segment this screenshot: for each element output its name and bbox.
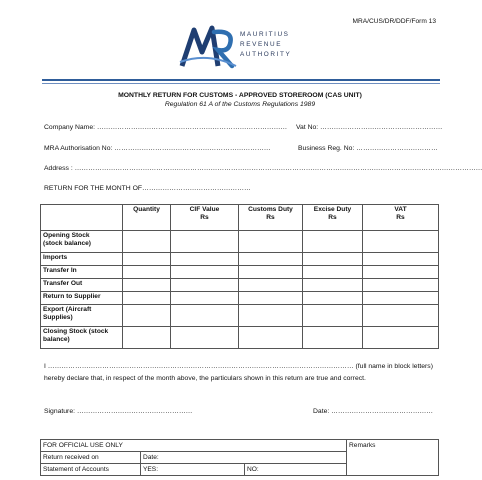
vat-no-field[interactable]: Vat No: ……………………………………………… xyxy=(296,124,443,131)
table-row xyxy=(41,231,439,253)
table-row xyxy=(41,266,439,279)
table-cell[interactable] xyxy=(363,253,439,266)
table-cell[interactable] xyxy=(239,279,303,292)
table-cell[interactable] xyxy=(171,266,239,279)
company-name-field[interactable]: Company Name: ………………………………………………………………………… xyxy=(44,124,288,131)
logo-text xyxy=(240,30,291,60)
table-cell[interactable] xyxy=(123,253,171,266)
statement-yes[interactable]: YES: xyxy=(141,464,245,476)
logo-line-1: MAURITIUS xyxy=(240,31,290,38)
mra-logo xyxy=(178,22,328,74)
table-header-blank xyxy=(41,205,123,231)
table-cell[interactable] xyxy=(239,292,303,305)
table-cell[interactable] xyxy=(123,279,171,292)
table-header-quantity: Quantity xyxy=(123,205,171,231)
table-cell[interactable] xyxy=(123,305,171,327)
table-header-excise-duty: Excise Duty Rs xyxy=(303,205,363,231)
table-header-vat: VAT Rs xyxy=(363,205,439,231)
table-cell[interactable] xyxy=(303,327,363,349)
form-subtitle: Regulation 61 A of the Customs Regulations 1989 xyxy=(164,101,316,108)
table-cell[interactable] xyxy=(171,253,239,266)
table-cell[interactable] xyxy=(239,327,303,349)
header-rule-thin xyxy=(42,83,440,84)
table-cell[interactable] xyxy=(171,305,239,327)
logo-line-2: REVENUE xyxy=(240,41,283,48)
row-label-closing-stock: Closing Stock (stock balance) xyxy=(41,327,123,349)
table-cell[interactable] xyxy=(363,305,439,327)
table-cell[interactable] xyxy=(363,266,439,279)
table-cell[interactable] xyxy=(171,292,239,305)
table-cell[interactable] xyxy=(239,231,303,253)
table-row xyxy=(41,327,439,349)
row-label-return-to-supplier: Return to Supplier xyxy=(41,292,123,305)
table-cell[interactable] xyxy=(303,279,363,292)
table-row xyxy=(41,279,439,292)
table-cell[interactable] xyxy=(239,253,303,266)
table-cell[interactable] xyxy=(363,292,439,305)
table-cell[interactable] xyxy=(363,327,439,349)
table-cell[interactable] xyxy=(123,292,171,305)
table-header-row xyxy=(41,205,439,231)
table-cell[interactable] xyxy=(303,266,363,279)
address-field[interactable]: Address : ……………………………………………………………………………………………………………………………………………………………… xyxy=(44,165,482,172)
official-use-table xyxy=(40,439,439,476)
table-cell[interactable] xyxy=(303,305,363,327)
table-cell[interactable] xyxy=(363,279,439,292)
return-received-date[interactable]: Date: xyxy=(141,452,347,464)
table-cell[interactable] xyxy=(171,327,239,349)
form-reference: MRA/CUS/DR/DDF/Form 13 xyxy=(352,18,436,25)
table-cell[interactable] xyxy=(171,279,239,292)
table-row xyxy=(41,253,439,266)
table-cell[interactable] xyxy=(239,305,303,327)
logo-line-3: AUTHORITY xyxy=(240,51,292,58)
return-received-label: Return received on xyxy=(41,452,141,464)
mra-authorisation-field[interactable]: MRA Authorisation No: …………………………………………………………… xyxy=(44,145,271,152)
table-cell[interactable] xyxy=(303,231,363,253)
table-cell[interactable] xyxy=(303,253,363,266)
stock-table xyxy=(40,204,439,349)
row-label-export: Export (Aircraft Supplies) xyxy=(41,305,123,327)
row-label-opening-stock: Opening Stock (stock balance) xyxy=(41,231,123,253)
official-use-header: FOR OFFICIAL USE ONLY xyxy=(41,440,347,452)
date-field[interactable]: Date: ……………………………………… xyxy=(313,408,434,415)
declaration-name-field[interactable]: I ……………………………………………………………………………………………………………………… (full name in block letters) xyxy=(44,363,433,370)
table-cell[interactable] xyxy=(123,266,171,279)
table-header-cif: CIF Value Rs xyxy=(171,205,239,231)
table-cell[interactable] xyxy=(239,266,303,279)
table-row xyxy=(41,440,439,452)
table-cell[interactable] xyxy=(123,327,171,349)
return-month-field[interactable]: RETURN FOR THE MONTH OF………………………………………… xyxy=(44,185,251,192)
declaration-text: hereby declare that, in respect of the month above, the particulars shown in this return are true and correct. xyxy=(44,375,366,382)
row-label-transfer-out: Transfer Out xyxy=(41,279,123,292)
table-cell[interactable] xyxy=(171,231,239,253)
remarks-cell[interactable]: Remarks xyxy=(347,440,439,476)
table-row xyxy=(41,305,439,327)
business-reg-field[interactable]: Business Reg. No: ……………………………… xyxy=(298,145,438,152)
table-cell[interactable] xyxy=(303,292,363,305)
mra-logo-icon xyxy=(178,22,240,74)
header-rule xyxy=(42,79,440,81)
form-title: MONTHLY RETURN FOR CUSTOMS - APPROVED STOREROOM (CAS UNIT) xyxy=(118,92,362,99)
statement-accounts-label: Statement of Accounts xyxy=(41,464,141,476)
statement-no[interactable]: NO: xyxy=(245,464,347,476)
row-label-imports: Imports xyxy=(41,253,123,266)
table-header-customs-duty: Customs Duty Rs xyxy=(239,205,303,231)
row-label-transfer-in: Transfer In xyxy=(41,266,123,279)
signature-field[interactable]: Signature: …………………………………………… xyxy=(44,408,193,415)
table-cell[interactable] xyxy=(363,231,439,253)
table-cell[interactable] xyxy=(123,231,171,253)
table-row xyxy=(41,292,439,305)
